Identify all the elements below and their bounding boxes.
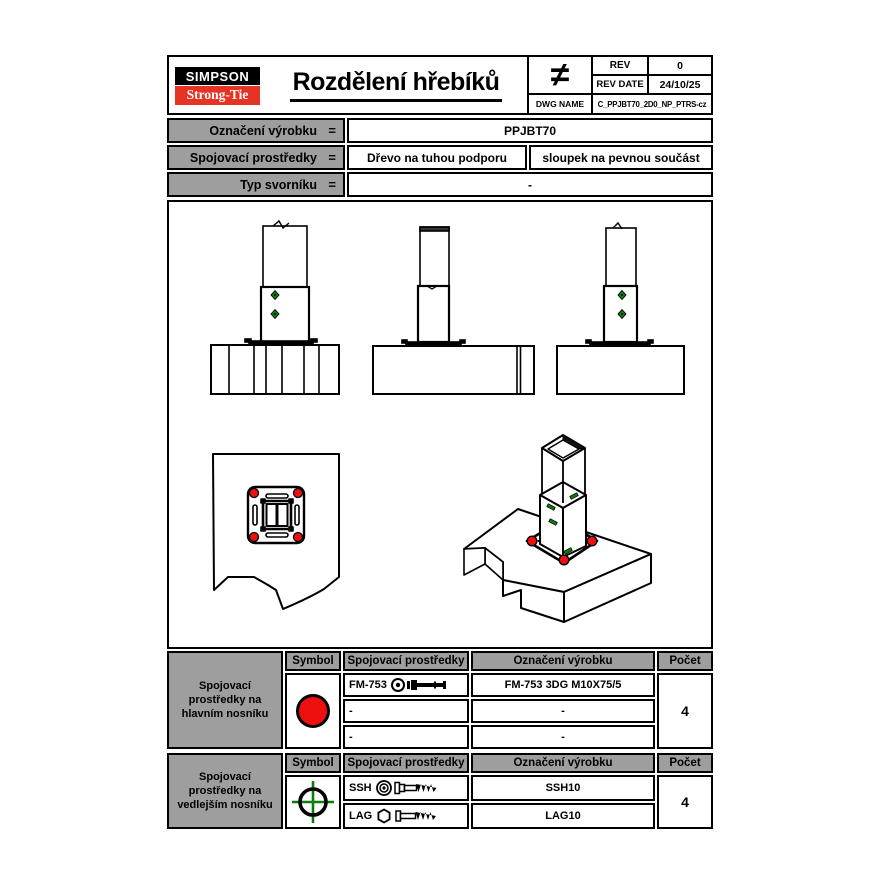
col-header-symbol: Symbol bbox=[285, 753, 341, 773]
col-header-product: Označení výrobku bbox=[471, 651, 655, 671]
fasteners-value-right: sloupek na pevnou součást bbox=[529, 145, 713, 170]
fm753-marker-icon bbox=[294, 489, 303, 498]
main-count-value: 4 bbox=[657, 673, 713, 749]
main-symbol-cell bbox=[285, 673, 341, 749]
fastener-table-secondary bbox=[167, 753, 713, 829]
fastener-row-ssh: SSH bbox=[343, 775, 469, 801]
technical-drawing-svg bbox=[169, 202, 709, 647]
plan-view bbox=[213, 454, 339, 609]
main-side-label: Spojovací prostředky na hlavním nosníku bbox=[167, 651, 283, 749]
fm753-marker-icon bbox=[250, 533, 259, 542]
col-header-product: Označení výrobku bbox=[471, 753, 655, 773]
product-empty: - bbox=[471, 699, 655, 723]
product-ssh: SSH10 bbox=[471, 775, 655, 801]
equals-sign: = bbox=[328, 176, 336, 192]
fm753-marker-icon bbox=[559, 555, 569, 565]
product-info-table bbox=[167, 118, 713, 197]
title-block bbox=[167, 55, 713, 115]
elevation-view-front bbox=[211, 221, 339, 394]
secondary-side-label: Spojovací prostředky na vedlejším nosníku bbox=[167, 753, 283, 829]
rev-value: 0 bbox=[649, 57, 711, 76]
fastener-row-empty: - bbox=[343, 725, 469, 749]
ssh-screw-icon bbox=[375, 780, 441, 796]
fasteners-value-left: Dřevo na tuhou podporu bbox=[347, 145, 527, 170]
bolt-type-label: Typ svorníku = bbox=[167, 172, 345, 197]
product-designation-label: Označení výrobku = bbox=[167, 118, 345, 143]
info-row-fasteners bbox=[167, 145, 713, 170]
fastener-table-main bbox=[167, 651, 713, 749]
isometric-view bbox=[464, 435, 651, 622]
fasteners-label: Spojovací prostředky = bbox=[167, 145, 345, 170]
sheet-title: Rozdělení hřebíků bbox=[290, 68, 503, 102]
bolt-type-value: - bbox=[347, 172, 713, 197]
green-crosshair-symbol-icon bbox=[290, 779, 336, 825]
red-circle-symbol-icon bbox=[296, 694, 330, 728]
logo-strongtie-text: Strong-Tie bbox=[175, 86, 260, 105]
product-fm753: FM-753 3DG M10X75/5 bbox=[471, 673, 655, 697]
revision-block bbox=[527, 57, 711, 113]
projection-symbol-icon: ≠ bbox=[529, 57, 593, 95]
dwg-name-label: DWG NAME bbox=[529, 95, 593, 113]
secondary-symbol-cell bbox=[285, 775, 341, 829]
lag-screw-icon bbox=[375, 808, 441, 824]
col-header-count: Počet bbox=[657, 753, 713, 773]
fastener-row-empty: - bbox=[343, 699, 469, 723]
col-header-symbol: Symbol bbox=[285, 651, 341, 671]
fm753-marker-icon bbox=[294, 533, 303, 542]
info-row-product bbox=[167, 118, 713, 143]
fm753-marker-icon bbox=[250, 489, 259, 498]
elevation-view-side bbox=[373, 227, 534, 394]
info-row-bolt-type bbox=[167, 172, 713, 197]
fm753-anchor-icon bbox=[390, 677, 452, 693]
product-designation-value: PPJBT70 bbox=[347, 118, 713, 143]
equals-sign: = bbox=[328, 149, 336, 165]
rev-date-label: REV DATE bbox=[593, 76, 649, 95]
product-lag: LAG10 bbox=[471, 803, 655, 829]
col-header-fasteners: Spojovací prostředky bbox=[343, 651, 469, 671]
drawing-sheet bbox=[167, 55, 713, 829]
fm753-marker-icon bbox=[587, 536, 597, 546]
col-header-fasteners: Spojovací prostředky bbox=[343, 753, 469, 773]
logo-simpson-text: SIMPSON bbox=[175, 67, 260, 85]
dwg-name-value: C_PPJBT70_2D0_NP_PTRS-cz bbox=[597, 99, 707, 109]
col-header-count: Počet bbox=[657, 651, 713, 671]
drawing-views-area bbox=[167, 200, 713, 649]
fastener-row-lag: LAG bbox=[343, 803, 469, 829]
fastener-row-fm753: FM-753 bbox=[343, 673, 469, 697]
rev-date-value: 24/10/25 bbox=[649, 76, 711, 95]
secondary-count-value: 4 bbox=[657, 775, 713, 829]
rev-label: REV bbox=[593, 57, 649, 76]
fm753-marker-icon bbox=[527, 536, 537, 546]
sheet-title-wrap bbox=[265, 57, 527, 113]
elevation-view-rear bbox=[557, 223, 684, 394]
equals-sign: = bbox=[328, 122, 336, 138]
simpson-strongtie-logo bbox=[169, 57, 265, 113]
product-empty: - bbox=[471, 725, 655, 749]
